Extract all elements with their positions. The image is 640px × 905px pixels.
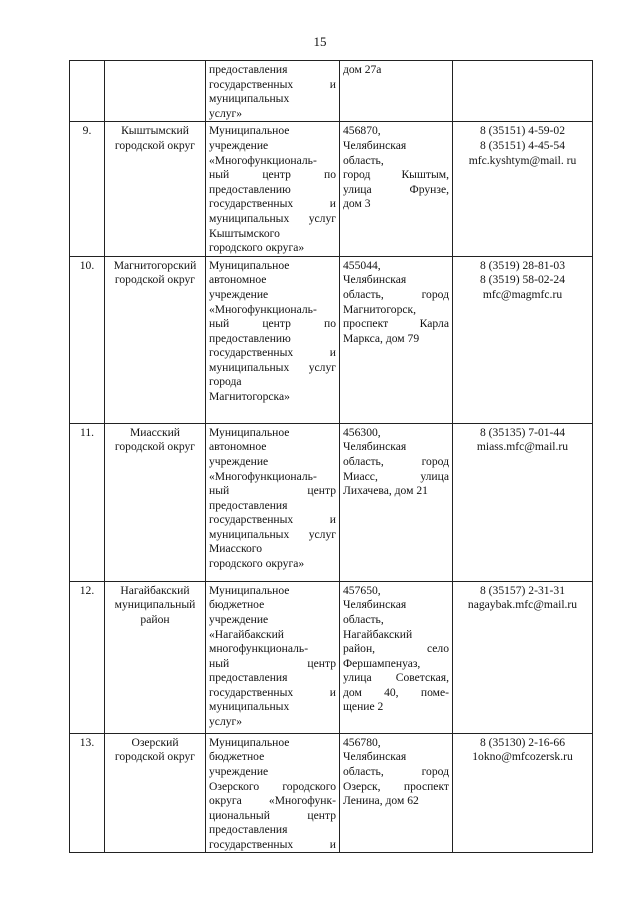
organization-line: «Нагайбакский — [209, 627, 284, 641]
address-line: Челябинская — [343, 138, 407, 152]
address-line: дом 40, поме- — [343, 685, 449, 699]
phone-number: 8 (35151) 4-59-02 — [479, 124, 565, 138]
organization-line: ный центр — [209, 656, 336, 670]
district-line: городской округ — [114, 440, 196, 454]
organization-line: Озерского городского — [209, 779, 336, 793]
organization-line: «Многофункциональ- — [209, 302, 317, 316]
contacts — [453, 122, 593, 256]
organization-line: учреждение — [209, 138, 269, 152]
address-line: улица Фрунзе, — [343, 182, 449, 196]
organization-line: услуг» — [209, 715, 243, 729]
organization-line: Кыштымского — [209, 226, 280, 240]
organization-line: Муниципальное — [209, 583, 290, 597]
district-line: городской округ — [114, 138, 196, 152]
address-line: Магнитогорск, — [343, 302, 417, 316]
address-line: Челябинская — [343, 750, 407, 764]
organization-line: учреждение — [209, 612, 269, 626]
page-number: 15 — [313, 34, 327, 49]
organization-line: ный центр по — [209, 317, 336, 331]
district-line: городской округ — [114, 750, 196, 764]
row-number: 9. — [70, 122, 105, 256]
organization-line: Муниципальное — [209, 124, 290, 138]
organization-line: ный центр — [209, 484, 336, 498]
organization-line: муниципальных услуг — [209, 211, 336, 225]
organization-line: предоставлению — [209, 182, 291, 196]
organization-line: учреждение — [209, 454, 269, 468]
organization-line: «Многофункциональ- — [209, 153, 317, 167]
organization-line: города — [209, 375, 242, 389]
phone-number: 8 (35130) 2-16-66 — [479, 735, 565, 749]
address-line: Нагайбакский — [343, 627, 413, 641]
address-line: область, город — [343, 287, 449, 301]
address-line: город Кыштым, — [343, 168, 449, 182]
contacts — [453, 423, 593, 581]
district-line: Нагайбакский — [120, 583, 190, 597]
district-line: Кыштымский — [121, 124, 189, 138]
organization-line: циональный центр — [209, 808, 336, 822]
district-name — [105, 122, 206, 256]
address-line: 456780, — [343, 735, 381, 749]
contacts — [453, 256, 593, 423]
phone-number: 8 (35157) 2-31-31 — [479, 583, 565, 597]
row-number: 10. — [70, 256, 105, 423]
address-line: щение 2 — [343, 700, 384, 714]
email-address: miass.mfc@mail.ru — [476, 440, 569, 454]
district-name — [105, 733, 206, 853]
organization-line: ный центр по — [209, 168, 336, 182]
phone-number: 8 (3519) 58-02-24 — [479, 273, 565, 287]
phone-number: 8 (35151) 4-45-54 — [479, 138, 565, 152]
address-line: 455044, — [343, 258, 381, 272]
address-line: район, село — [343, 642, 449, 656]
address-line: Челябинская — [343, 440, 407, 454]
table-row — [70, 122, 593, 256]
address-line: Челябинская — [343, 273, 407, 287]
address-line: область, — [343, 153, 384, 167]
organization-line: муниципальных — [209, 700, 290, 714]
organization-line: государственных и — [209, 685, 336, 699]
table-row — [70, 581, 593, 733]
address-line: Озерск, проспект — [343, 779, 449, 793]
organization-line: государственных и — [209, 346, 336, 360]
organization-name — [206, 423, 340, 581]
organization-line: предоставления — [209, 823, 288, 837]
email-address: mfc@magmfc.ru — [482, 287, 563, 301]
district-name — [105, 61, 206, 122]
address-line: область, — [343, 612, 384, 626]
organization-line: государственных и — [209, 837, 336, 851]
organization-line: учреждение — [209, 287, 269, 301]
organization-line: муниципальных услуг — [209, 360, 336, 374]
organization-line: услуг» — [209, 106, 243, 120]
address-line: область, город — [343, 764, 449, 778]
table-row — [70, 256, 593, 423]
district-line: городской округ — [114, 273, 196, 287]
address — [340, 61, 453, 122]
organization-name — [206, 122, 340, 256]
email-address: 1okno@mfcozersk.ru — [472, 750, 573, 764]
registry-rows — [70, 61, 593, 853]
organization-line: «Многофункциональ- — [209, 469, 317, 483]
email-address: nagaybak.mfc@mail.ru — [467, 598, 578, 612]
address — [340, 581, 453, 733]
organization-line: городского округа» — [209, 241, 305, 255]
phone-number: 8 (35135) 7-01-44 — [479, 425, 565, 439]
organization-line: округа «Многофунк- — [209, 794, 336, 808]
organization-line: государственных и — [209, 513, 336, 527]
table-row — [70, 423, 593, 581]
address — [340, 733, 453, 853]
organization-line: бюджетное — [209, 750, 265, 764]
address-line: Маркса, дом 79 — [343, 331, 420, 345]
district-line: район — [140, 612, 170, 626]
contacts — [453, 61, 593, 122]
district-line: Магнитогорский — [113, 258, 197, 272]
organization-line: Муниципальное — [209, 258, 290, 272]
address-line: 457650, — [343, 583, 381, 597]
row-number — [70, 61, 105, 122]
address-line: дом 27а — [343, 63, 382, 76]
address — [340, 122, 453, 256]
address-line: Лихачева, дом 21 — [343, 484, 428, 498]
organization-line: бюджетное — [209, 598, 265, 612]
address-line: 456870, — [343, 124, 381, 138]
organization-line: Муниципальное — [209, 735, 290, 749]
district-line: Озерский — [131, 735, 179, 749]
row-number: 11. — [70, 423, 105, 581]
organization-line: муниципальных услуг — [209, 527, 336, 541]
district-name — [105, 256, 206, 423]
address — [340, 256, 453, 423]
organization-line: предоставления — [209, 63, 288, 76]
row-number: 12. — [70, 581, 105, 733]
organization-line: государственных и — [209, 77, 336, 91]
organization-line: Муниципальное — [209, 425, 290, 439]
address-line: Фершампенуаз, — [343, 656, 421, 670]
email-address: mfc.kyshtym@mail. ru — [468, 153, 577, 167]
organization-line: государственных и — [209, 197, 336, 211]
organization-line: автономное — [209, 273, 267, 287]
address-line: дом 3 — [343, 197, 371, 211]
address-line: Ленина, дом 62 — [343, 794, 419, 808]
organization-line: учреждение — [209, 764, 269, 778]
address-line: Миасс, улица — [343, 469, 449, 483]
table-row — [70, 733, 593, 853]
address — [340, 423, 453, 581]
organization-line: городского округа» — [209, 557, 305, 571]
address-line: улица Советская, — [343, 671, 449, 685]
contacts — [453, 581, 593, 733]
organization-line: Миасского — [209, 542, 263, 556]
district-name — [105, 581, 206, 733]
mfc-registry-table — [69, 60, 593, 853]
address-line: Челябинская — [343, 598, 407, 612]
table-row — [70, 61, 593, 122]
district-line: Миасский — [130, 425, 180, 439]
contacts — [453, 733, 593, 853]
row-number: 13. — [70, 733, 105, 853]
organization-line: многофункциональ- — [209, 642, 309, 656]
organization-name — [206, 581, 340, 733]
organization-line: предоставления — [209, 671, 288, 685]
district-line: муниципальный — [114, 598, 196, 612]
organization-line: Магнитогорска» — [209, 390, 290, 404]
organization-line: предоставлению — [209, 331, 291, 345]
organization-name — [206, 61, 340, 122]
organization-line: предоставления — [209, 498, 288, 512]
organization-name — [206, 256, 340, 423]
address-line: область, город — [343, 454, 449, 468]
organization-line: автономное — [209, 440, 267, 454]
district-name — [105, 423, 206, 581]
organization-name — [206, 733, 340, 853]
address-line: 456300, — [343, 425, 381, 439]
phone-number: 8 (3519) 28-81-03 — [479, 258, 565, 272]
address-line: проспект Карла — [343, 317, 449, 331]
organization-line: муниципальных — [209, 92, 290, 106]
